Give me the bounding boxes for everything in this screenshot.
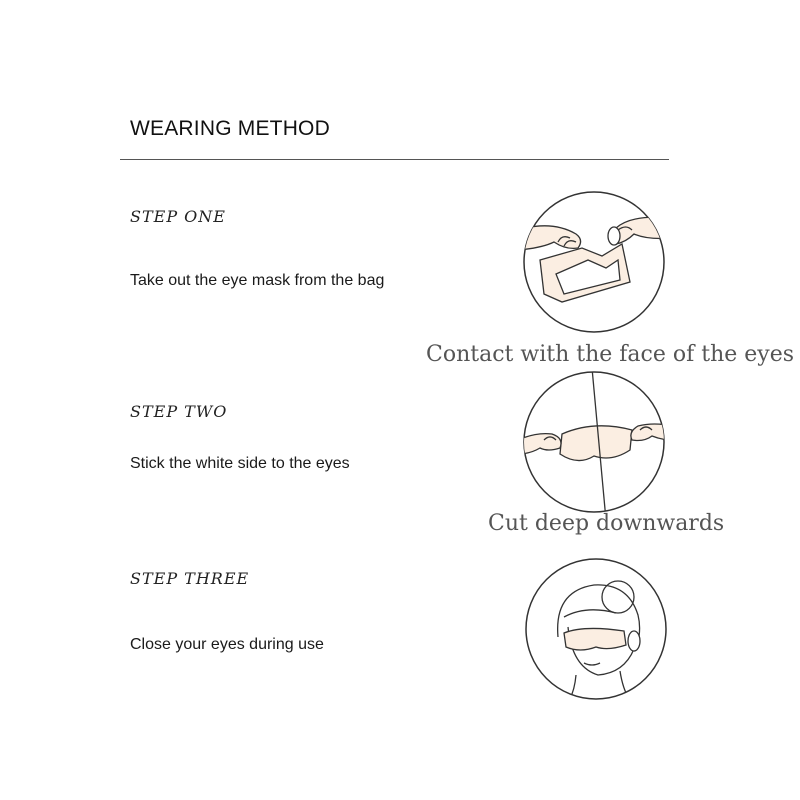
step-two-text: Stick the white side to the eyes bbox=[130, 455, 350, 472]
step-three-label: STEP THREE bbox=[130, 569, 250, 588]
woman-wearing-eye-mask-icon bbox=[524, 557, 668, 701]
step-two-label: STEP TWO bbox=[130, 402, 228, 421]
step-three-text: Close your eyes during use bbox=[130, 636, 324, 653]
caption-contact-face: Contact with the face of the eyes bbox=[426, 342, 795, 367]
hands-opening-bag-icon bbox=[522, 190, 666, 334]
page-title: WEARING METHOD bbox=[130, 117, 330, 140]
caption-cut-downwards: Cut deep downwards bbox=[488, 511, 725, 536]
hands-peeling-mask-icon bbox=[522, 370, 666, 514]
step-one-text: Take out the eye mask from the bag bbox=[130, 272, 385, 289]
title-divider bbox=[120, 159, 669, 160]
step-one-label: STEP ONE bbox=[130, 207, 226, 226]
